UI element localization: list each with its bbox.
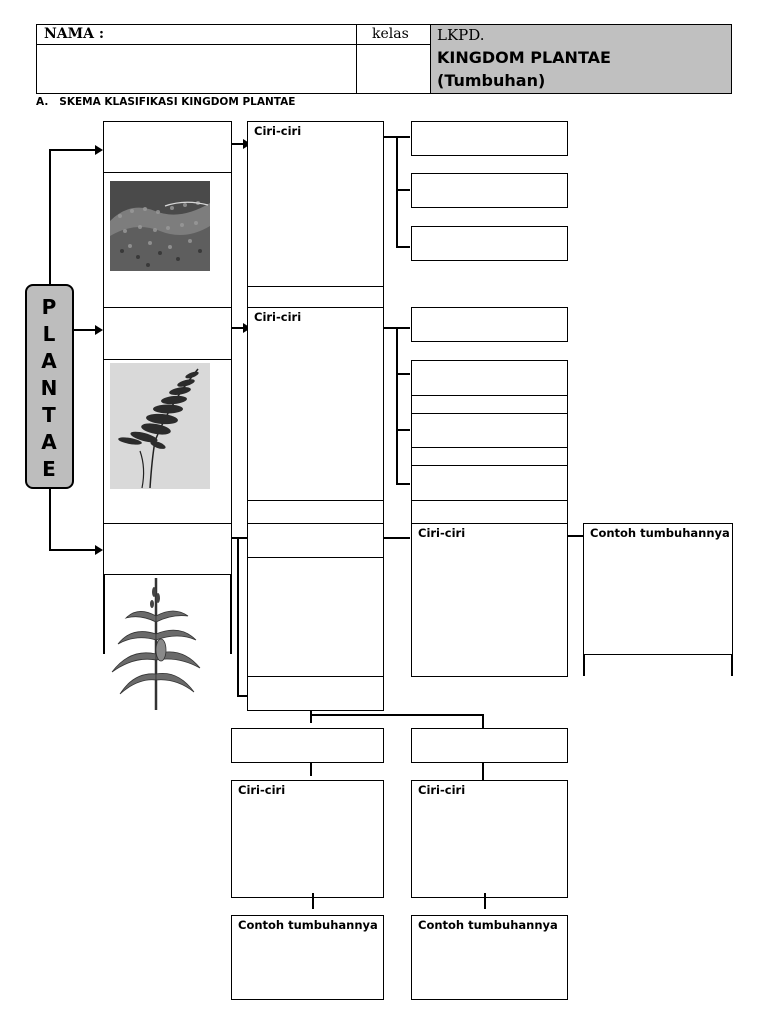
subclass-2c-extra[interactable] xyxy=(411,447,568,466)
subclass-2d-box[interactable] xyxy=(411,465,568,501)
plantae-letter: L xyxy=(42,322,57,346)
division-3-answer-box[interactable] xyxy=(103,523,232,575)
nama-field[interactable] xyxy=(38,46,354,92)
division-3-contoh-box[interactable] xyxy=(583,523,733,655)
kelas-label: kelas xyxy=(372,26,409,42)
topic-title: KINGDOM PLANTAE xyxy=(437,48,611,67)
subclass-2a-box[interactable] xyxy=(411,307,568,342)
subclass-1c-box[interactable] xyxy=(411,226,568,261)
corn-plant-image xyxy=(108,576,204,710)
plantae-letter: A xyxy=(41,430,58,454)
plantae-letter: T xyxy=(42,403,57,427)
class-right-name-box[interactable] xyxy=(411,728,568,763)
division-3-body-box[interactable] xyxy=(247,557,384,677)
section-heading: A. SKEMA KLASIFIKASI KINGDOM PLANTAE xyxy=(36,96,296,108)
ciri-ciri-label: Ciri-ciri xyxy=(238,783,286,797)
subclass-2c-box[interactable] xyxy=(411,413,568,448)
kelas-field[interactable] xyxy=(358,46,428,92)
lkpd-title: LKPD. xyxy=(437,26,485,44)
subclass-1b-box[interactable] xyxy=(411,173,568,208)
ciri-ciri-label: Ciri-ciri xyxy=(418,783,466,797)
division-2-answer-box[interactable] xyxy=(103,307,232,360)
plantae-letter: P xyxy=(41,295,58,319)
division-3-name-box[interactable] xyxy=(247,523,384,558)
class-right-ciri-box[interactable] xyxy=(411,780,568,898)
plantae-letter: E xyxy=(42,457,57,481)
topic-subtitle: (Tumbuhan) xyxy=(437,71,546,90)
arrow-icon xyxy=(95,145,103,155)
subclass-2b-extra[interactable] xyxy=(411,395,568,414)
contoh-label: Contoh tumbuhannya xyxy=(418,918,558,932)
division-2-ciri-box[interactable] xyxy=(247,307,384,501)
contoh-label: Contoh tumbuhannya xyxy=(590,526,730,540)
ciri-ciri-label: Ciri-ciri xyxy=(254,124,302,138)
division-3-ciri-box[interactable] xyxy=(411,523,568,677)
plantae-letter: N xyxy=(40,376,59,400)
plantae-root-box xyxy=(25,284,74,489)
arrow-icon xyxy=(95,325,103,335)
division-3-class-box[interactable] xyxy=(247,676,384,711)
subclass-2b-box[interactable] xyxy=(411,360,568,396)
subclass-2d-extra[interactable] xyxy=(411,500,568,524)
class-left-name-box[interactable] xyxy=(231,728,384,763)
ciri-ciri-label: Ciri-ciri xyxy=(418,526,466,540)
subclass-1a-box[interactable] xyxy=(411,121,568,156)
moss-image xyxy=(110,181,210,271)
division-2-ciri-extra[interactable] xyxy=(247,500,384,524)
class-left-ciri-box[interactable] xyxy=(231,780,384,898)
nama-label: NAMA : xyxy=(44,26,105,42)
ciri-ciri-label: Ciri-ciri xyxy=(254,310,302,324)
contoh-label: Contoh tumbuhannya xyxy=(238,918,378,932)
division-1-ciri-extra[interactable] xyxy=(247,286,384,308)
division-1-answer-box[interactable] xyxy=(103,121,232,174)
plantae-letter: A xyxy=(41,349,58,373)
arrow-icon xyxy=(95,545,103,555)
fern-image xyxy=(110,363,210,489)
division-1-ciri-box[interactable] xyxy=(247,121,384,287)
